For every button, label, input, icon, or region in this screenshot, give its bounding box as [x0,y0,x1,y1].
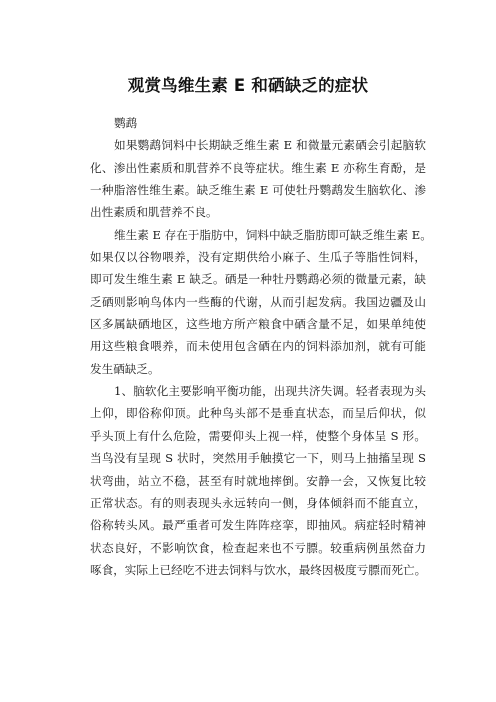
document-title: 观赏鸟维生素 E 和硒缺乏的症状 [127,76,369,95]
text-line: 当鸟没有呈现 S 状时，突然用手触摸它一下，则马上抽搐呈现 S [90,451,426,466]
text-line: 乏硒则影响鸟体内一些酶的代谢，从而引起发病。我国边疆及山 [90,294,426,309]
text-line: 状态良好，不影响饮食，检查起来也不亏膘。较重病例虽然奋力 [90,540,426,555]
text-line: 用这些粮食喂养，而未使用包含硒在内的饲料添加剂，就有可能 [90,339,426,354]
text-line: 如果鹦鹉饲料中长期缺乏维生素 E 和微量元素硒会引起脑软 [114,138,426,153]
document-body [90,112,432,581]
text-line: 发生硒缺乏。 [90,361,160,376]
text-line: 正常状态。有的则表现头永远转向一侧，身体倾斜而不能直立， [90,495,426,510]
text-line: 如果仅以谷物喂养，没有定期供给小麻子、生瓜子等脂性饲料， [90,250,426,265]
text-line: 俗称转头风。最严重者可发生阵阵痉挛，即抽风。病症轻时精神 [90,518,426,533]
text-line: 鹦鹉 [114,116,138,130]
text-line: 维生素 E 存在于脂肪中，饲料中缺乏脂肪即可缺乏维生素 E。 [114,227,432,242]
text-line: 一种脂溶性维生素。缺乏维生素 E 可使牡丹鹦鹉发生脑软化、渗 [90,183,426,198]
text-line: 1、脑软化主要影响平衡功能，出现共济失调。轻者表现为头 [114,384,426,399]
text-line: 即可发生维生素 E 缺乏。硒是一种牡丹鹦鹉必须的微量元素，缺 [90,272,426,287]
text-line: 区多属缺硒地区，这些地方所产粮食中硒含量不足，如果单纯使 [90,317,426,332]
text-line: 状弯曲，站立不稳，甚至有时就地摔倒。安静一会，又恢复比较 [90,473,426,488]
text-line: 化、渗出性素质和肌营养不良等症状。维生素 E 亦称生育酚，是 [90,160,426,175]
text-line: 上仰，即俗称仰顶。此种鸟头部不是垂直状态，而呈后仰状，似 [90,406,426,421]
text-line: 乎头顶上有什么危险，需要仰头上视一样，使整个身体呈 S 形。 [90,428,426,443]
text-line: 啄食，实际上已经吃不进去饲料与饮水，最终因极度亏膘而死亡。 [90,562,427,577]
text-line: 出性素质和肌营养不良。 [90,205,218,220]
